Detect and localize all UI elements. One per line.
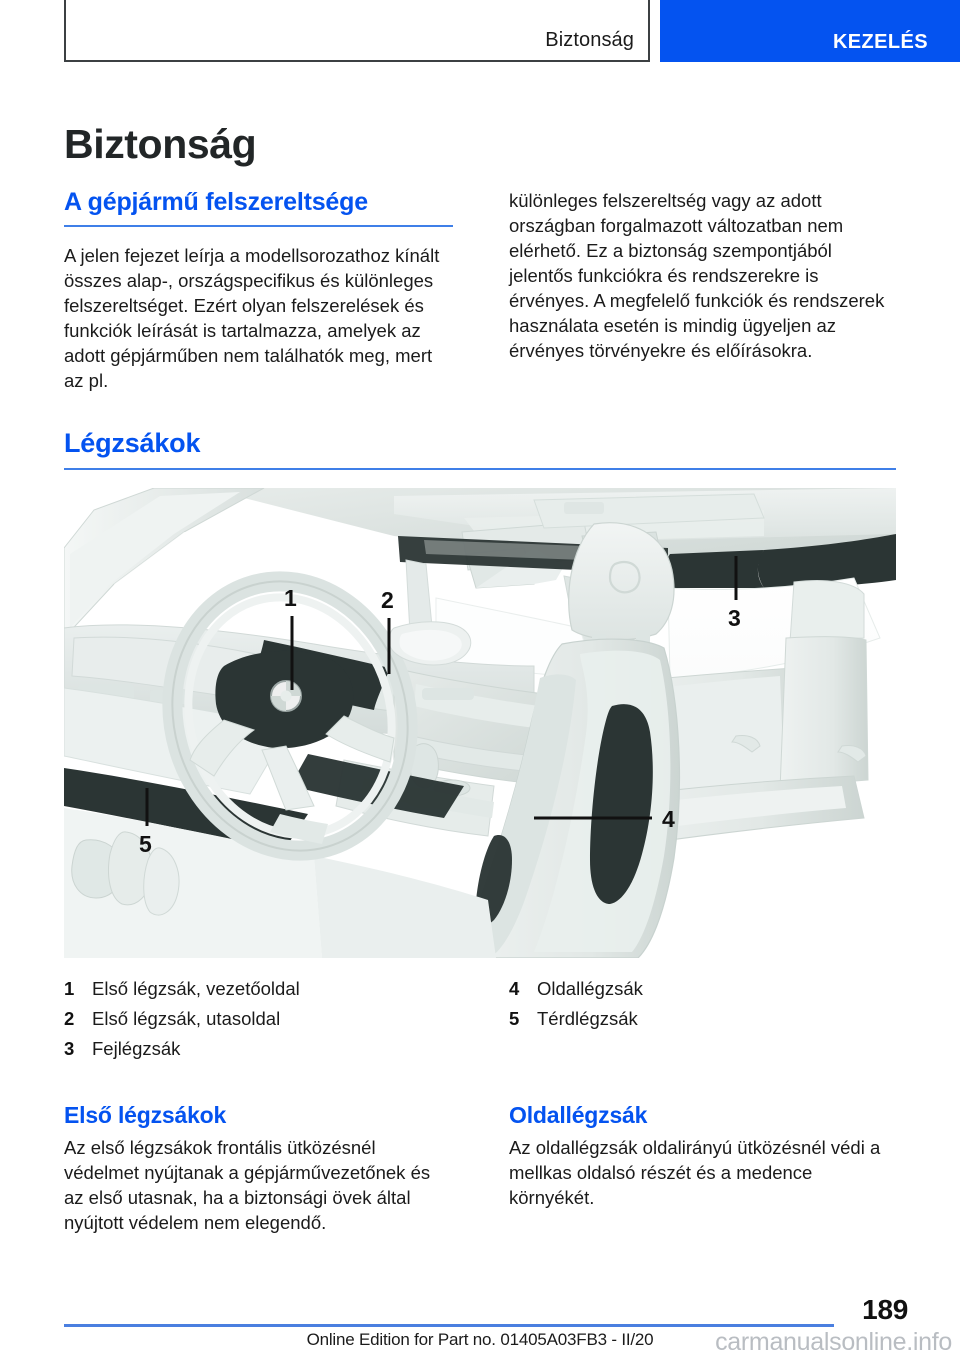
airbags-section-header <box>64 428 896 470</box>
equipment-heading: A gépjármű felszereltsége <box>64 188 368 216</box>
callout-label-2: 2 <box>381 587 394 613</box>
legend-label: Térdlégzsák <box>537 1008 638 1029</box>
airbags-heading: Légzsákok <box>64 428 201 458</box>
front-airbags-section <box>64 1102 453 1235</box>
callout-label-5: 5 <box>139 831 152 857</box>
site-watermark: carmanualsonline.info <box>715 1328 952 1356</box>
side-airbag-section <box>509 1102 898 1235</box>
equipment-heading-rule <box>64 225 453 227</box>
airbags-heading-rule <box>64 468 896 470</box>
legend-label: Első légzsák, vezetőoldal <box>92 978 300 999</box>
equipment-left-column <box>64 188 453 393</box>
page-footer <box>0 1294 960 1362</box>
list-item <box>64 1004 453 1034</box>
side-airbag-paragraph: Az oldallégzsák oldalirányú ütközésnél védi a mellkas oldalsó részét és a medence környékét. <box>509 1137 881 1208</box>
list-item <box>509 1004 898 1034</box>
legend-number: 3 <box>64 1038 75 1059</box>
page-title: Biztonság <box>64 121 257 168</box>
callout-label-3: 3 <box>728 605 741 631</box>
legend-label: Első légzsák, utasoldal <box>92 1008 281 1029</box>
footer-divider <box>64 1324 834 1327</box>
legend-number: 2 <box>64 1008 75 1029</box>
legend-number: 1 <box>64 978 75 999</box>
list-item <box>64 1034 453 1064</box>
equipment-right-paragraph: különleges felszereltség vagy az adott országban forgalmazott változatban nem elérhető. Ez a biztonság szempontjából jelentős funkciókra és rendszerekre is érvényes. A megfelelő funkciók és rendszerek használata esetén is mindig ügyeljen az érvényes törvényekre és előírásokra. <box>509 190 885 361</box>
chapter-tab <box>660 0 960 62</box>
footer-edition-note: Online Edition for Part no. 01405A03FB3 - II/20 <box>306 1330 654 1349</box>
side-airbag-heading: Oldallégzsák <box>509 1102 648 1128</box>
equipment-section <box>64 188 898 393</box>
airbag-detail-sections <box>64 1102 898 1235</box>
legend-label: Oldallégzsák <box>537 978 643 999</box>
front-airbags-paragraph: Az első légzsákok frontális ütközésnél védelmet nyújtanak a gépjárművezetőnek és az első utasnak, ha a biztonsági övek által nyújtott védelem nem elegendő. <box>64 1137 431 1233</box>
legend-label: Fejlégzsák <box>92 1038 181 1059</box>
legend-number: 5 <box>509 1008 520 1029</box>
page-number: 189 <box>862 1294 908 1325</box>
list-item <box>509 974 898 1004</box>
airbag-location-illustration <box>64 488 896 958</box>
callout-label-1: 1 <box>284 585 297 611</box>
running-head-label: Biztonság <box>545 29 634 51</box>
list-item <box>64 974 453 1004</box>
legend-right-column <box>509 974 898 1064</box>
page-running-header <box>0 0 960 66</box>
equipment-left-paragraph: A jelen fejezet leírja a modellsorozathoz kínált összes alap-, országspecifikus és különleges felszereltséget. Ezért olyan felszerelések és funkciók leírását is tartalmazza, amelyek az adott gépjárműben nem találhatók meg, mert az pl. <box>64 245 440 391</box>
legend-number: 4 <box>509 978 520 999</box>
car-interior-diagram <box>64 488 896 958</box>
chapter-tab-label: KEZELÉS <box>832 31 928 53</box>
callout-label-4: 4 <box>662 806 675 832</box>
legend-left-column <box>64 974 453 1064</box>
airbag-legend <box>64 974 898 1064</box>
front-airbags-heading: Első légzsákok <box>64 1102 227 1128</box>
running-head-box <box>64 0 650 62</box>
equipment-right-column <box>509 188 898 393</box>
